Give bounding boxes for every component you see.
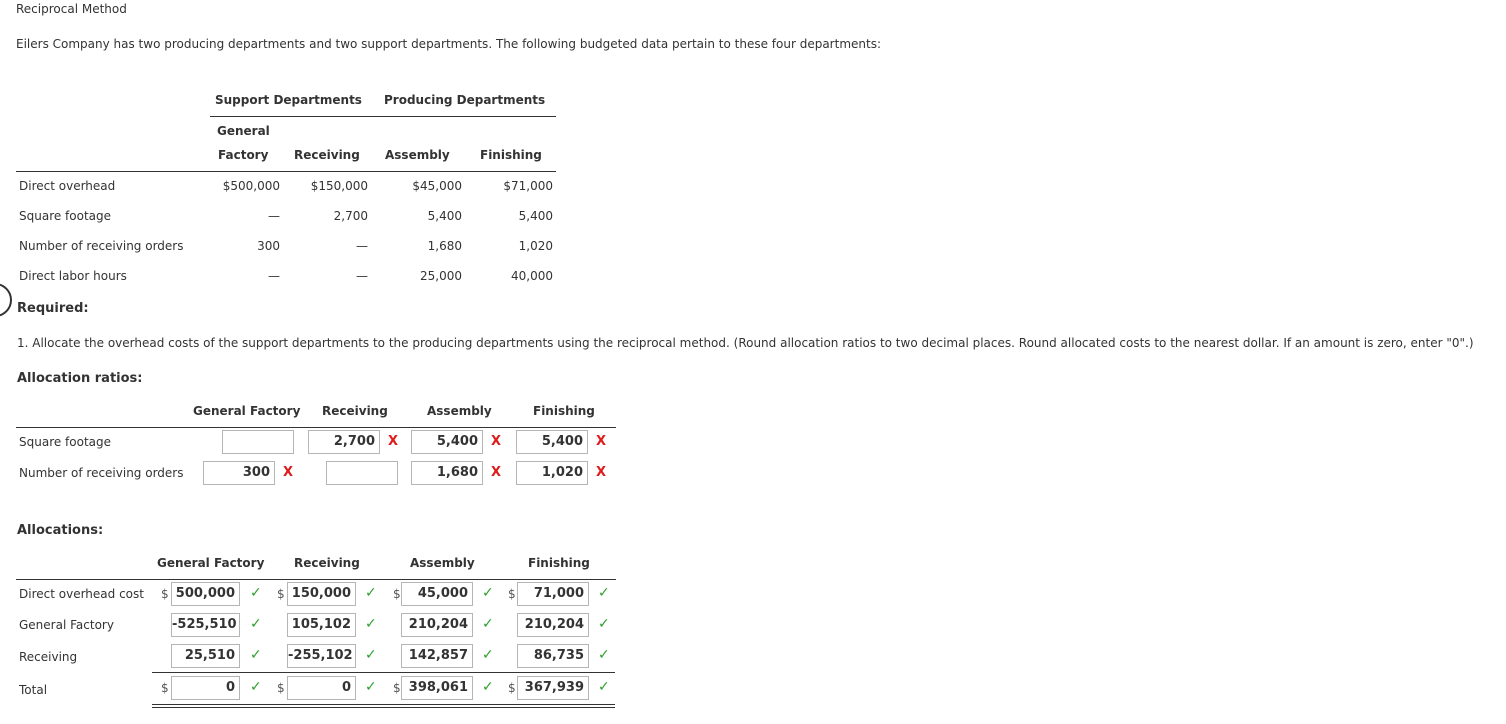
- alloc-row-label: General Factory: [19, 618, 114, 632]
- dollar-sign: $: [277, 681, 285, 695]
- alloc-input[interactable]: -255,102: [287, 644, 356, 668]
- correct-check-icon: ✓: [365, 647, 377, 663]
- correct-check-icon: ✓: [482, 647, 494, 663]
- cell: 300: [257, 239, 280, 253]
- row-label: Direct overhead: [19, 179, 116, 193]
- dollar-sign: $: [508, 681, 516, 695]
- incorrect-x-icon: X: [491, 434, 502, 449]
- dollar-sign: $: [508, 587, 516, 601]
- cell: $150,000: [310, 179, 368, 193]
- cell: 40,000: [511, 269, 553, 283]
- ratio-input[interactable]: 5,400: [411, 430, 483, 454]
- alloc-col-finishing: Finishing: [528, 556, 590, 570]
- alloc-input[interactable]: 398,061: [401, 676, 473, 700]
- correct-check-icon: ✓: [365, 585, 377, 601]
- alloc-row-label: Direct overhead cost: [19, 587, 144, 601]
- allocations-heading: Allocations:: [17, 523, 104, 538]
- correct-check-icon: ✓: [482, 616, 494, 632]
- alloc-input[interactable]: 210,204: [401, 613, 473, 637]
- row-label: Direct labor hours: [19, 269, 127, 283]
- alloc-col-general-factory: General Factory: [157, 556, 265, 570]
- incorrect-x-icon: X: [388, 434, 399, 449]
- correct-check-icon: ✓: [598, 585, 610, 601]
- dollar-sign: $: [161, 681, 169, 695]
- ratio-input[interactable]: 2,700: [308, 430, 380, 454]
- col-general-line1: General: [217, 124, 270, 138]
- ratio-col-assembly: Assembly: [427, 404, 492, 418]
- col-assembly: Assembly: [385, 148, 450, 162]
- ratio-row-label: Square footage: [19, 435, 112, 449]
- alloc-col-assembly: Assembly: [410, 556, 475, 570]
- dollar-sign: $: [277, 587, 285, 601]
- correct-check-icon: ✓: [365, 679, 377, 695]
- cell: 1,020: [518, 239, 553, 253]
- cell: $45,000: [412, 179, 462, 193]
- incorrect-x-icon: X: [596, 465, 607, 480]
- correct-check-icon: ✓: [250, 679, 262, 695]
- ratio-input[interactable]: 5,400: [516, 430, 588, 454]
- alloc-input[interactable]: 210,204: [517, 613, 589, 637]
- alloc-row-label: Receiving: [19, 650, 78, 664]
- alloc-input[interactable]: 142,857: [401, 644, 473, 668]
- correct-check-icon: ✓: [598, 647, 610, 663]
- cell: —: [268, 209, 280, 223]
- cell: —: [356, 269, 368, 283]
- ratio-row-label: Number of receiving orders: [19, 466, 184, 480]
- alloc-input[interactable]: 0: [287, 676, 356, 700]
- alloc-input[interactable]: 45,000: [401, 582, 473, 606]
- alloc-input[interactable]: 86,735: [517, 644, 589, 668]
- cell: —: [356, 239, 368, 253]
- ratio-input[interactable]: 1,680: [411, 461, 483, 485]
- alloc-row-label: Total: [19, 683, 48, 697]
- dollar-sign: $: [393, 681, 401, 695]
- row-label: Square footage: [19, 209, 112, 223]
- col-receiving: Receiving: [294, 148, 360, 162]
- correct-check-icon: ✓: [250, 616, 262, 632]
- cell: 2,700: [333, 209, 368, 223]
- correct-check-icon: ✓: [365, 616, 377, 632]
- alloc-input[interactable]: 105,102: [287, 613, 356, 637]
- cell: 5,400: [427, 209, 462, 223]
- incorrect-x-icon: X: [596, 434, 607, 449]
- ratio-col-finishing: Finishing: [533, 404, 595, 418]
- ratio-input[interactable]: 1,020: [516, 461, 588, 485]
- alloc-input[interactable]: 71,000: [517, 582, 589, 606]
- alloc-input[interactable]: -525,510: [171, 613, 240, 637]
- correct-check-icon: ✓: [250, 647, 262, 663]
- dollar-sign: $: [161, 587, 169, 601]
- ratio-input[interactable]: [326, 461, 398, 485]
- section-marker-circle: [0, 283, 12, 317]
- col-finishing: Finishing: [480, 148, 542, 162]
- correct-check-icon: ✓: [598, 679, 610, 695]
- alloc-input[interactable]: 500,000: [171, 582, 240, 606]
- ratio-input[interactable]: [222, 430, 294, 454]
- allocation-ratios-heading: Allocation ratios:: [17, 371, 143, 386]
- correct-check-icon: ✓: [598, 616, 610, 632]
- instruction-text: 1. Allocate the overhead costs of the support departments to the producing departments using the reciprocal method. (Round allocation ratios to two decimal places. Round allocated costs to the nearest dollar. If an amount is zero, enter "0".): [17, 336, 1474, 350]
- alloc-input[interactable]: 367,939: [517, 676, 589, 700]
- required-label: Required:: [17, 301, 89, 316]
- intro-text: Eilers Company has two producing departments and two support departments. The following budgeted data pertain to these four departments:: [16, 37, 881, 51]
- correct-check-icon: ✓: [482, 585, 494, 601]
- incorrect-x-icon: X: [491, 465, 502, 480]
- ratio-input[interactable]: 300: [203, 461, 275, 485]
- cell: 5,400: [518, 209, 553, 223]
- ratio-col-general-factory: General Factory: [193, 404, 301, 418]
- dollar-sign: $: [393, 587, 401, 601]
- support-departments-header: Support Departments: [215, 93, 362, 107]
- correct-check-icon: ✓: [482, 679, 494, 695]
- ratio-col-receiving: Receiving: [322, 404, 388, 418]
- row-label: Number of receiving orders: [19, 239, 184, 253]
- alloc-col-receiving: Receiving: [294, 556, 360, 570]
- incorrect-x-icon: X: [283, 465, 294, 480]
- page-title: Reciprocal Method: [16, 2, 127, 16]
- alloc-input[interactable]: 25,510: [171, 644, 240, 668]
- col-general-line2: Factory: [218, 148, 269, 162]
- cell: 1,680: [427, 239, 462, 253]
- cell: $71,000: [503, 179, 553, 193]
- cell: $500,000: [222, 179, 280, 193]
- cell: 25,000: [420, 269, 462, 283]
- correct-check-icon: ✓: [250, 585, 262, 601]
- producing-departments-header: Producing Departments: [384, 93, 546, 107]
- alloc-input[interactable]: 150,000: [287, 582, 356, 606]
- cell: —: [268, 269, 280, 283]
- alloc-input[interactable]: 0: [171, 676, 240, 700]
